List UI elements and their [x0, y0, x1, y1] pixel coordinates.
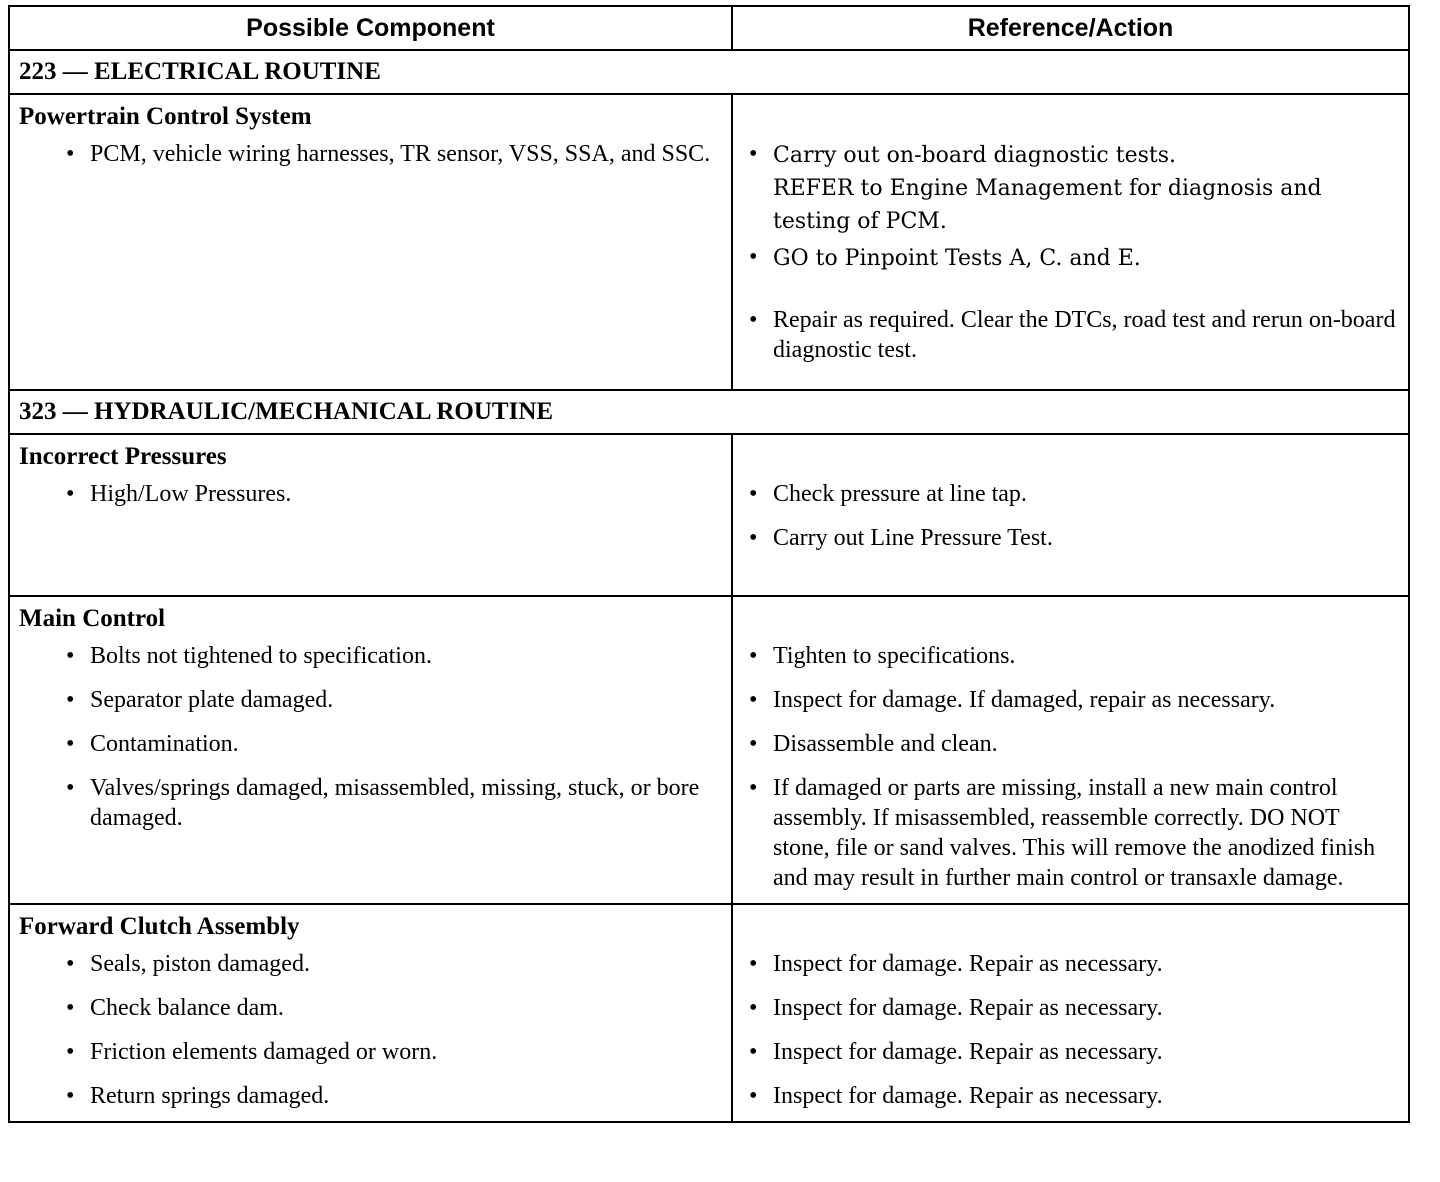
action-item: • Inspect for damage. Repair as necessary. — [733, 1037, 1408, 1067]
action-text: • GO to Pinpoint Tests A, C. and E. — [773, 246, 1141, 271]
action-item — [733, 139, 1408, 238]
action-item: • Check pressure at line tap. — [733, 479, 1408, 509]
diagnosis-table — [8, 5, 1410, 1123]
group-title: Powertrain Control System — [19, 103, 312, 130]
group-title: Incorrect Pressures — [19, 443, 227, 470]
header-possible-component: Possible Component — [9, 6, 732, 50]
component-item: • Bolts not tightened to specification. — [10, 641, 731, 671]
section-row-electrical — [9, 50, 1409, 94]
component-cell — [9, 596, 732, 904]
action-item — [733, 242, 1408, 275]
group-row-forward-clutch — [9, 904, 1409, 1122]
action-list — [733, 479, 1408, 553]
action-cell — [732, 434, 1409, 596]
action-item: • Inspect for damage. If damaged, repair as necessary. — [733, 685, 1408, 715]
group-row-incorrect-pressures — [9, 434, 1409, 596]
action-item: • Repair as required. Clear the DTCs, road test and rerun on-board diagnostic test. — [733, 305, 1408, 365]
component-item: • PCM, vehicle wiring harnesses, TR sensor, VSS, SSA, and SSC. — [10, 139, 731, 169]
section-row-hydraulic — [9, 390, 1409, 434]
component-cell — [9, 904, 732, 1122]
action-item: • Inspect for damage. Repair as necessary. — [733, 949, 1408, 979]
action-text: • Carry out on-board diagnostic tests. — [773, 143, 1177, 168]
action-item: • Carry out Line Pressure Test. — [733, 523, 1408, 553]
section-title: 323 — HYDRAULIC/MECHANICAL ROUTINE — [9, 390, 1409, 434]
section-title: 223 — ELECTRICAL ROUTINE — [9, 50, 1409, 94]
component-cell — [9, 94, 732, 390]
action-item: • Disassemble and clean. — [733, 729, 1408, 759]
component-list — [10, 641, 731, 833]
action-item: • Inspect for damage. Repair as necessary. — [733, 993, 1408, 1023]
action-cell — [732, 94, 1409, 390]
header-reference-action: Reference/Action — [732, 6, 1409, 50]
component-item: • High/Low Pressures. — [10, 479, 731, 509]
component-item: • Separator plate damaged. — [10, 685, 731, 715]
action-item: • Tighten to specifications. — [733, 641, 1408, 671]
group-title: Main Control — [19, 605, 166, 632]
action-item: • Inspect for damage. Repair as necessary. — [733, 1081, 1408, 1111]
group-row-main-control — [9, 596, 1409, 904]
action-subtext: REFER to Engine Management for diagnosis and testing of PCM. — [773, 176, 1322, 234]
group-row-powertrain — [9, 94, 1409, 390]
header-row — [9, 6, 1409, 50]
component-list — [10, 139, 731, 169]
action-cell — [732, 596, 1409, 904]
group-title: Forward Clutch Assembly — [19, 913, 300, 940]
action-list — [733, 949, 1408, 1111]
component-item: • Contamination. — [10, 729, 731, 759]
component-list — [10, 479, 731, 509]
component-item: • Check balance dam. — [10, 993, 731, 1023]
component-item: • Return springs damaged. — [10, 1081, 731, 1111]
component-item: • Friction elements damaged or worn. — [10, 1037, 731, 1067]
action-item: • If damaged or parts are missing, install a new main control assembly. If misassembled, reassemble correctly. DO NOT stone, file or sand valves. This will remove the anodized finish and may result in further main control or transaxle damage. — [733, 773, 1408, 893]
component-cell — [9, 434, 732, 596]
action-cell — [732, 904, 1409, 1122]
component-list — [10, 949, 731, 1111]
component-item: • Seals, piston damaged. — [10, 949, 731, 979]
action-list — [733, 139, 1408, 365]
action-list — [733, 641, 1408, 893]
component-item: • Valves/springs damaged, misassembled, missing, stuck, or bore damaged. — [10, 773, 731, 833]
